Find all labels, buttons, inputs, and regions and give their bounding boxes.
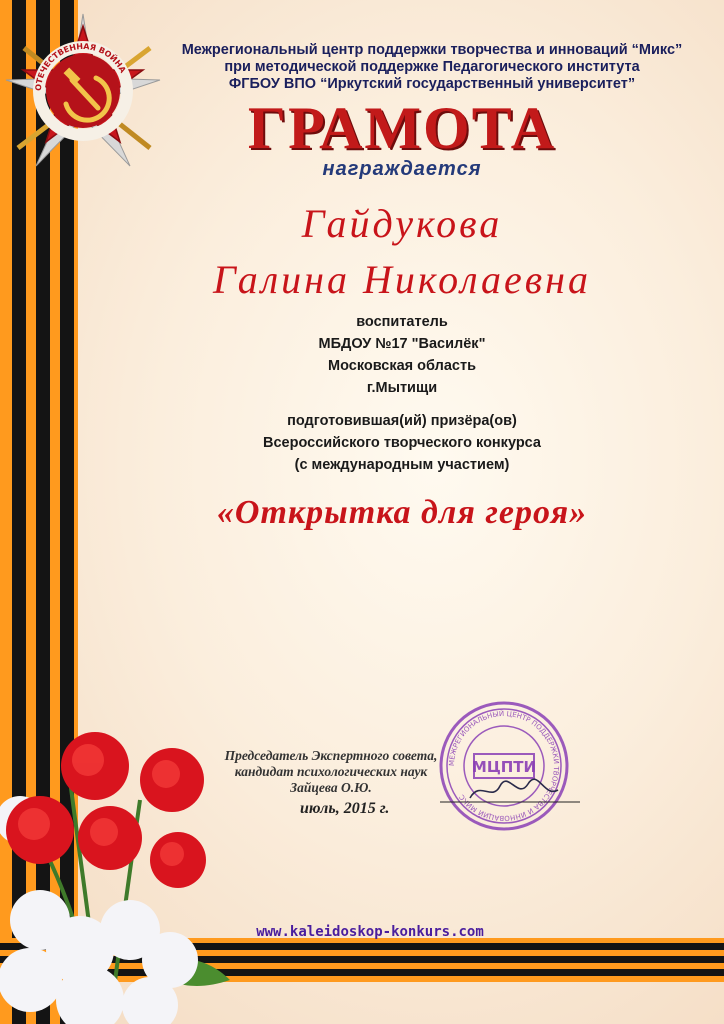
website-link[interactable]: www.kaleidoskop-konkurs.com [256, 924, 484, 940]
info-line: МБДОУ №17 "Василёк" [318, 336, 486, 352]
stamp-center-text: МЦПТИ [471, 758, 537, 776]
chair-line: Председатель Экспертного совета, [224, 748, 438, 763]
chair-line: кандидат психологических наук [234, 764, 428, 779]
info-line: воспитатель [356, 314, 448, 330]
recipient-surname: Гайдукова [301, 201, 503, 246]
org-line: Межрегиональный центр поддержки творчества и инноваций “Микс” [181, 42, 683, 58]
achievement-line: Всероссийского творческого конкурса [263, 435, 541, 451]
achievement-line: (с международным участием) [294, 457, 510, 473]
contest-name: «Открытка для героя» [216, 494, 588, 531]
certificate-date: июль, 2015 г. [300, 800, 390, 817]
carnations-lilac-icon [0, 720, 260, 1024]
awarded-label: награждается [322, 158, 482, 180]
chair-line: Зайцева О.Ю. [290, 780, 372, 795]
order-ring-text: ОТЕЧЕСТВЕННАЯ ВОЙНА [33, 41, 128, 92]
org-line: ФГБОУ ВПО “Иркутский государственный университет” [228, 76, 636, 92]
achievement-info [80, 410, 724, 476]
achievement-line: подготовившая(ий) призёра(ов) [287, 413, 517, 429]
org-line: при методической поддержке Педагогического института [224, 59, 640, 75]
recipient-info [80, 311, 724, 399]
info-line: г.Мытищи [366, 380, 438, 396]
info-line: Московская область [328, 358, 476, 374]
stamp-ring-text: МЕЖРЕГИОНАЛЬНЫЙ ЦЕНТР ПОДДЕРЖКИ ТВОРЧЕСТВА И ИННОВАЦИЙ МИКС [447, 709, 561, 823]
recipient-given-names: Галина Николаевна [212, 257, 591, 302]
certificate-title: ГРАМОТА [247, 95, 557, 161]
organization-header [80, 42, 724, 93]
